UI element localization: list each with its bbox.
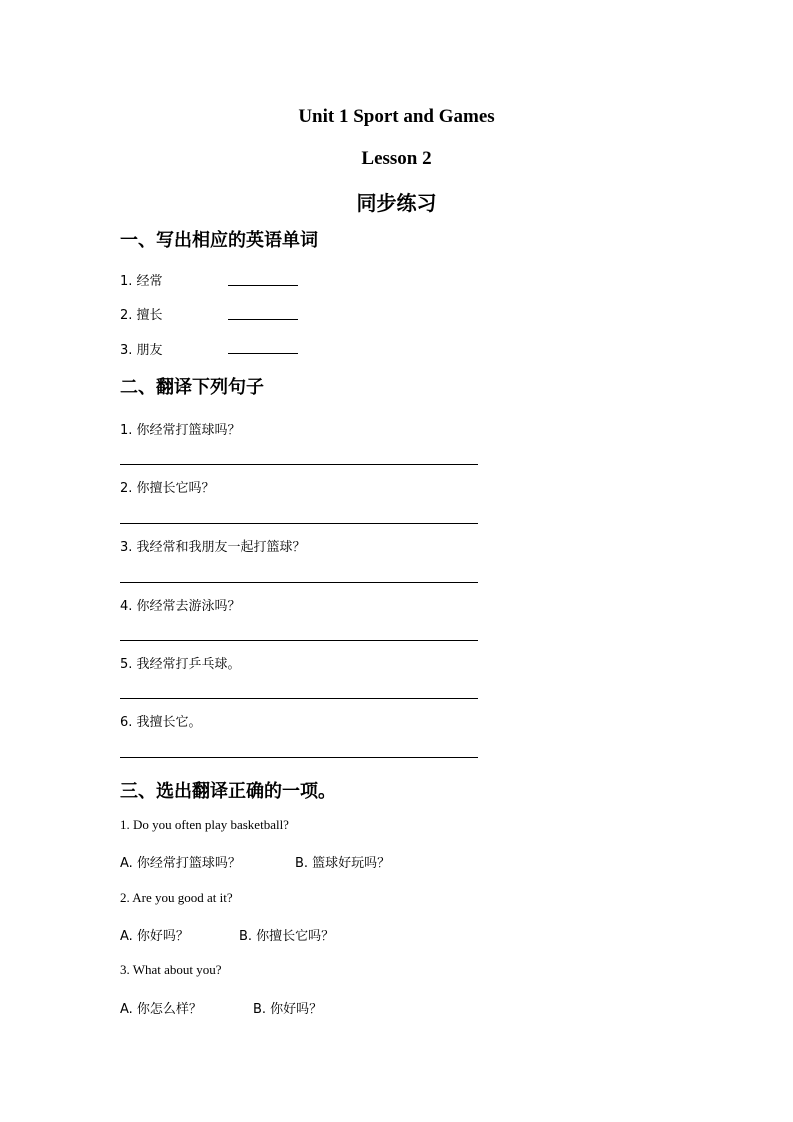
item-text: 擅长 [136,308,163,323]
question-1-option-a[interactable]: A. 你经常打篮球吗？ [120,856,241,871]
item-text: 你经常去游泳吗？ [136,599,241,614]
section2-item-6 [120,711,202,730]
answer-blank-1[interactable] [228,285,298,286]
question-1-option-b[interactable]: B. 篮球好玩吗？ [295,856,391,871]
answer-line-5[interactable] [120,698,478,699]
item-number: 5. [120,657,133,672]
item-text: 我擅长它。 [136,715,202,730]
item-number: 6. [120,715,133,730]
section1-item-3 [120,339,163,358]
section2-item-4 [120,595,241,614]
answer-line-3[interactable] [120,582,478,583]
answer-blank-2[interactable] [228,319,298,320]
answer-line-6[interactable] [120,757,478,758]
item-text: 我经常打乒乓球。 [136,657,241,672]
question-3-option-b[interactable]: B. 你好吗？ [253,1002,323,1017]
section2-item-2 [120,477,215,496]
item-number: 3. [120,343,133,358]
question-3: 3. What about you? [120,962,222,977]
item-number: 1. [120,274,133,289]
item-text: 朋友 [136,343,163,358]
section1-item-1 [120,270,163,289]
section2-item-1 [120,419,241,438]
answer-line-1[interactable] [120,464,478,465]
item-number: 1. [120,423,133,438]
exercise-title: 同步练习 [356,191,437,215]
item-text: 我经常和我朋友一起打篮球？ [136,540,306,555]
item-text: 你经常打篮球吗？ [136,423,241,438]
answer-blank-3[interactable] [228,353,298,354]
question-2-option-a[interactable]: A. 你好吗？ [120,929,189,944]
answer-line-4[interactable] [120,640,478,641]
section3-heading: 三、选出翻译正确的一项。 [120,781,336,802]
section2-item-5 [120,653,241,672]
section1-item-2 [120,304,163,323]
item-number: 2. [120,308,133,323]
section2-heading: 二、翻译下列句子 [120,377,264,398]
answer-line-2[interactable] [120,523,478,524]
item-text: 经常 [136,274,163,289]
item-number: 3. [120,540,133,555]
question-2: 2. Are you good at it? [120,890,233,905]
unit-title: Unit 1 Sport and Games [298,106,495,127]
item-number: 2. [120,481,133,496]
question-2-option-b[interactable]: B. 你擅长它吗？ [239,929,335,944]
section1-heading: 一、写出相应的英语单词 [120,230,318,251]
item-text: 你擅长它吗？ [136,481,215,496]
question-1: 1. Do you often play basketball? [120,817,289,832]
question-3-option-a[interactable]: A. 你怎么样？ [120,1002,202,1017]
lesson-title: Lesson 2 [361,148,432,169]
section2-item-3 [120,536,306,555]
item-number: 4. [120,599,133,614]
